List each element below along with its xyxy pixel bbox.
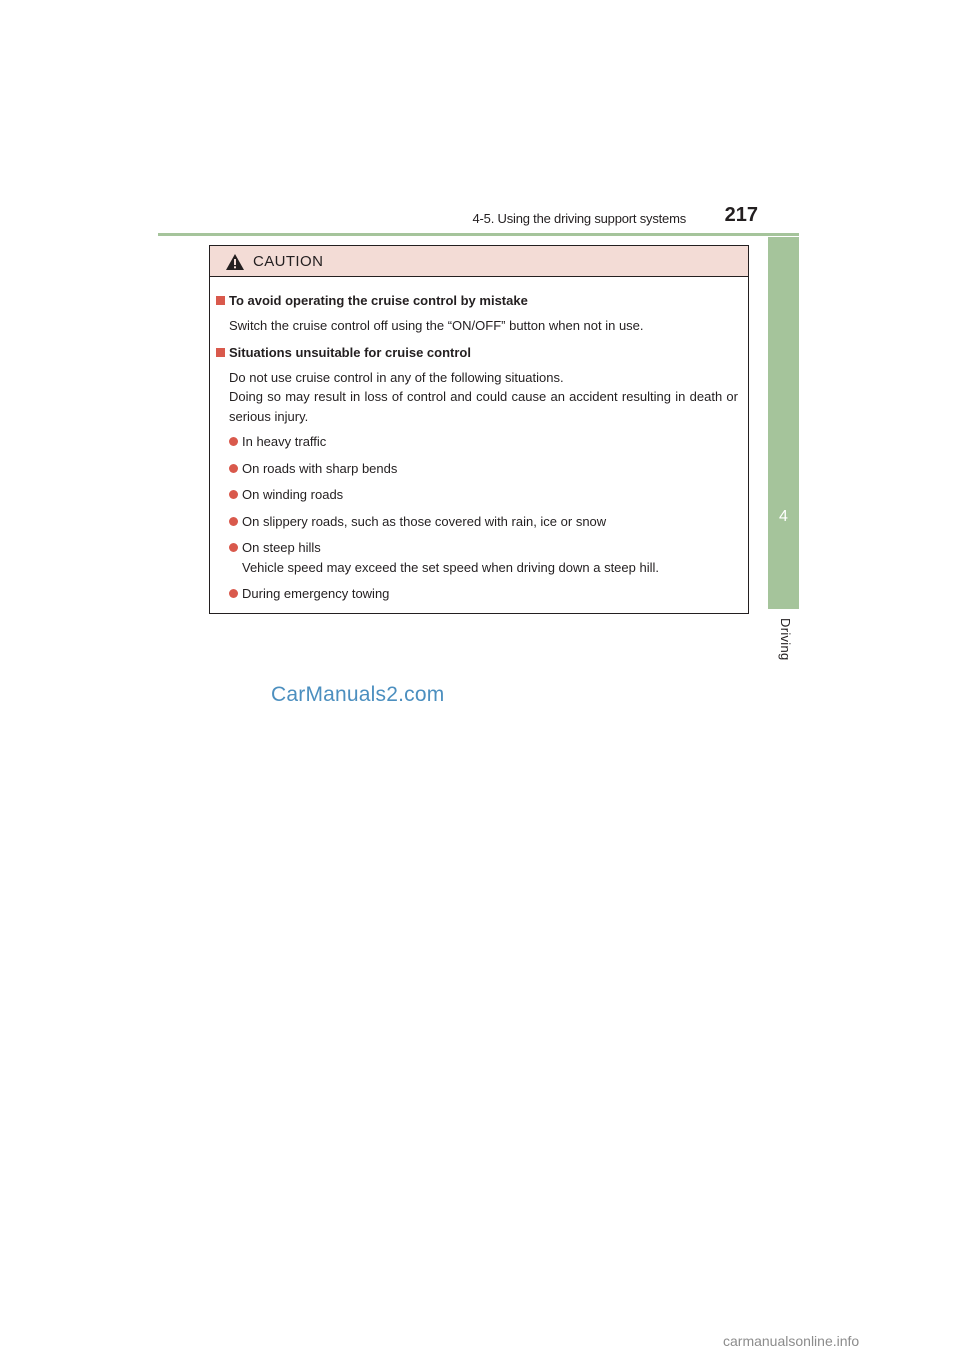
list-item-text: During emergency towing [242,586,390,601]
section-heading-text: To avoid operating the cruise control by mistake [229,293,528,308]
list-item [216,485,738,505]
page-header [158,204,798,230]
footer-watermark: carmanualsonline.info [723,1333,860,1349]
watermark-link[interactable]: CarManuals2.com [271,683,445,706]
warning-triangle-icon [225,253,245,271]
square-bullet-icon [216,296,225,305]
list-item-text: In heavy traffic [242,434,327,449]
list-item [216,584,738,604]
caution-body [210,277,748,604]
list-item [216,459,738,479]
paragraph [216,368,738,427]
list-item-text: On roads with sharp bends [242,460,398,476]
section-heading [216,343,738,363]
list-item-text: On slippery roads, such as those covered with rain, ice or snow [242,513,607,529]
circle-bullet-icon [229,437,238,446]
header-rule [158,233,799,236]
list-item [216,432,738,452]
chapter-number: 4 [779,508,788,525]
circle-bullet-icon [229,589,238,598]
square-bullet-icon [216,348,225,357]
list-item [216,538,738,577]
section-title: 4-5. Using the driving support systems [472,211,686,226]
chapter-label: Driving [778,618,793,661]
section-heading [216,291,738,311]
caution-box [209,245,749,614]
paragraph: Switch the cruise control off using the “ON/OFF” button when not in use. [229,317,644,333]
paragraph-line: Do not use cruise control in any of the following situations. [229,369,564,385]
circle-bullet-icon [229,517,238,526]
circle-bullet-icon [229,543,238,552]
chapter-tab [768,237,799,609]
paragraph-line: Doing so may result in loss of control and could cause an accident resulting in death or serious injury. [229,389,738,424]
list-item-text: On winding roads [242,487,344,502]
page-number: 217 [724,204,758,226]
list-item [216,512,738,532]
circle-bullet-icon [229,490,238,499]
circle-bullet-icon [229,464,238,473]
caution-title: CAUTION [253,253,324,270]
caution-header [210,246,748,277]
section-heading-text: Situations unsuitable for cruise control [229,345,471,360]
list-item-text: On steep hills [242,540,321,555]
list-item-subtext: Vehicle speed may exceed the set speed when driving down a steep hill. [242,559,659,575]
